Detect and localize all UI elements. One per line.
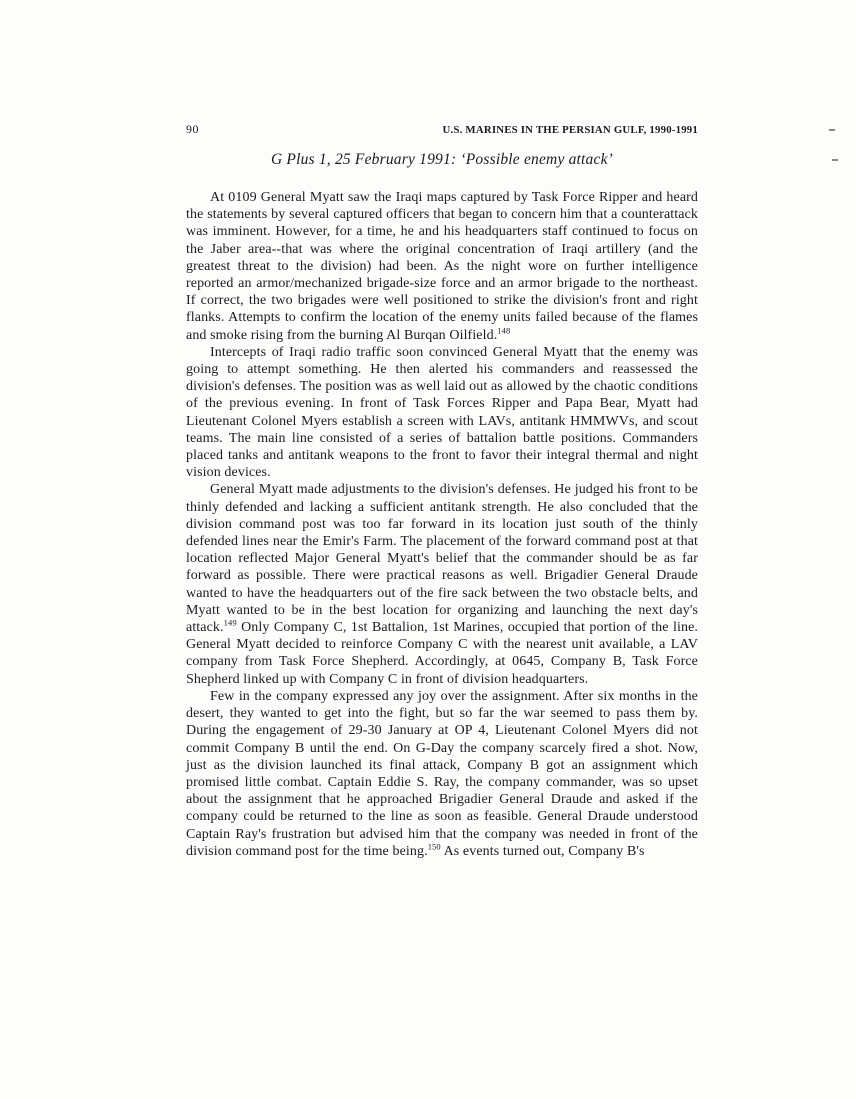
footnote-reference: 148 bbox=[497, 324, 511, 335]
body-text bbox=[186, 189, 698, 860]
page-number: 90 bbox=[186, 122, 199, 136]
running-title: U.S. MARINES IN THE PERSIAN GULF, 1990-1991 bbox=[442, 124, 698, 136]
page-content bbox=[186, 122, 698, 860]
section-heading: G Plus 1, 25 February 1991: ‘Possible enemy attack’ bbox=[270, 151, 614, 168]
page-header bbox=[186, 122, 698, 137]
scan-artifact-mark bbox=[832, 159, 838, 161]
paragraph: Few in the company expressed any joy over the assignment. After six months in the desert, they wanted to get into the fight, but so far the war seemed to pass them by. During the engagement of 29-30 January at OP 4, Lieutenant Colonel Myers did not commit Company B until the end. On G-Day the company scarcely fired a shot. Now, just as the division launched its final attack, Company B got an assignment which promised little combat. Captain Eddie S. Ray, the company commander, was so upset about the assignment that he approached Brigadier General Draude and asked if the company could be returned to the line as soon as feasible. General Draude understood Captain Ray's frustration but advised him that the company was needed in front of the division command post for the time being.$^{150}$ As events turned out, Company B's bbox=[186, 688, 698, 859]
paragraph: General Myatt made adjustments to the division's defenses. He judged his front to be thinly defended and lacking a sufficient antitank strength. He also concluded that the division command post was too far forward in its location just south of the thinly defended lines near the Emir's Farm. The placement of the forward command post at that location reflected Major General Myatt's belief that the commander should be as far forward as possible. There were practical reasons as well. Brigadier General Draude wanted to have the headquarters out of the fire sack between the two obstacle belts, and Myatt wanted to be in the best location for organizing and launching the next day's attack.$^{149}$ Only Company C, 1st Battalion, 1st Marines, occupied that portion of the line. General Myatt decided to reinforce Company C with the nearest unit available, a LAV company from Task Force Shepherd. Accordingly, at 0645, Company B, Task Force Shepherd linked up with Company C in front of division headquarters. bbox=[186, 482, 698, 687]
paragraph: At 0109 General Myatt saw the Iraqi maps captured by Task Force Ripper and heard the statements by several captured officers that began to concern him that a counterattack was imminent. However, for a time, he and his headquarters staff continued to focus on the Jaber area--that was where the original concentration of Iraqi artillery (and the greatest threat to the division) had been. As the night wore on further intelligence reported an armor/mechanized brigade-size force and an armor brigade to the northeast. If correct, the two brigades were well positioned to strike the division's front and right flanks. Attempts to confirm the location of the enemy units failed because of the flames and smoke rising from the burning Al Burqan Oilfield.$^{148}$ bbox=[186, 190, 698, 343]
paragraph: Intercepts of Iraqi radio traffic soon convinced General Myatt that the enemy was going to attempt something. He then alerted his commanders and reassessed the division's defenses. The position was as well laid out as allowed by the chaotic conditions of the previous evening. In front of Task Forces Ripper and Papa Bear, Myatt had Lieutenant Colonel Myers establish a screen with LAVs, antitank HMMWVs, and scout teams. The main line consisted of a series of battalion battle positions. Commanders placed tanks and antitank weapons to the front to favor their integral thermal and night vision devices. bbox=[186, 344, 698, 481]
scan-artifact-mark bbox=[829, 129, 835, 131]
footnote-reference: 150 bbox=[427, 841, 441, 852]
footnote-reference: 149 bbox=[223, 617, 237, 628]
